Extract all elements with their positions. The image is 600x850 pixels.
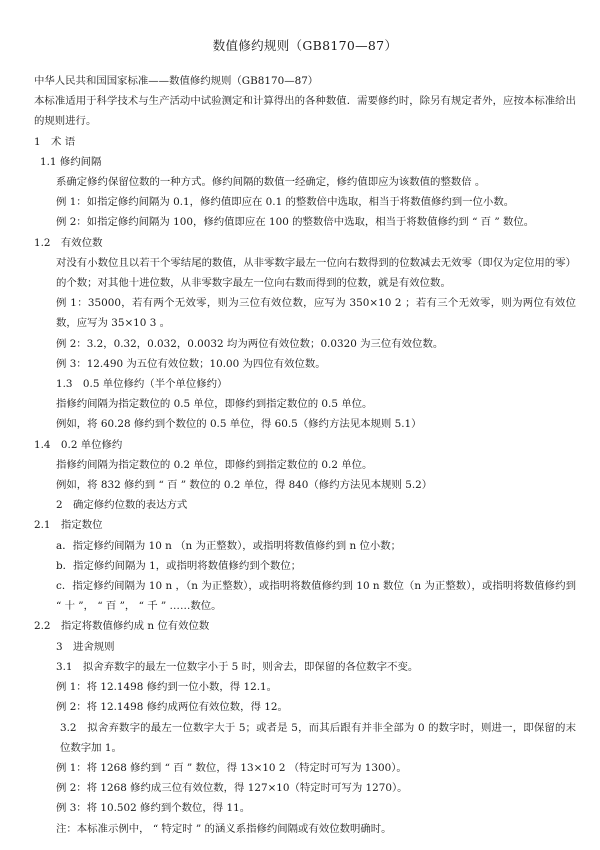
paragraph-line: 1.2 有效位数	[34, 236, 103, 249]
document-body	[34, 71, 576, 839]
paragraph-line: 2 确定修约位数的表达方式	[56, 499, 188, 512]
paragraph-line: 例如，将 832 修约到 “ 百 ” 数位的 0.2 单位，得 840（修约方法见本规则 5.2）	[56, 479, 433, 492]
paragraph-line: 例 1：35000，若有两个无效零，则为三位有效位数，应写为 350×10 2 ；若有三个无效零，则为两位有效位数，应写为 35×10 3 。	[56, 297, 576, 330]
paragraph-line: 3 进舍规则	[56, 640, 115, 653]
paragraph-line: 例 1：将 1268 修约到 “ 百 ” 数位，得 13×10 2 （特定时可写为 1300）。	[56, 761, 407, 774]
paragraph-line: 例 3：将 10.502 修约到个数位，得 11。	[56, 802, 251, 815]
paragraph-line: 例 1：将 12.1498 修约到一位小数，得 12.1。	[56, 681, 278, 694]
paragraph-line: 例 3：12.490 为五位有效位数；10.00 为四位有效位数。	[56, 357, 326, 370]
paragraph-line: 例如，将 60.28 修约到个数位的 0.5 单位，得 60.5（修约方法见本规则 5.1）	[56, 418, 422, 431]
paragraph-line: 系确定修约保留位数的一种方式。修约间隔的数值一经确定，修约值即应为该数值的整数倍 。	[56, 176, 486, 189]
paragraph-line: b．指定修约间隔为 1，或指明将数值修约到个数位；	[56, 559, 302, 572]
paragraph-line: 例 2：3.2，0.32，0.032，0.0032 均为两位有效位数；0.0320 为三位有效位数。	[56, 337, 444, 350]
paragraph-line: 1.1 修约间隔	[40, 155, 102, 168]
paragraph-line: 1 术 语	[34, 135, 76, 148]
paragraph-line: 例 2：如指定修约间隔为 100，修约值即应在 100 的整数倍中选取，相当于将数值修约到 “ 百 ” 数位。	[56, 216, 535, 229]
paragraph-line: 例 2：将 12.1498 修约成两位有效位数，得 12。	[56, 701, 288, 714]
paragraph-line: 1.3 0.5 单位修约（半个单位修约）	[56, 378, 228, 391]
paragraph-line: a．指定修约间隔为 10 n （n 为正整数），或指明将数值修约到 n 位小数；	[56, 539, 402, 552]
paragraph-line: 例 2：将 1268 修约成三位有效位数，得 127×10（特定时可写为 1270）。	[56, 782, 408, 795]
document-title: 数值修约规则（GB8170—87）	[212, 38, 398, 53]
paragraph-line: 指修约间隔为指定数位的 0.5 单位，即修约到指定数位的 0.5 单位。	[56, 398, 373, 411]
paragraph-line: c．指定修约间隔为 10 n ，（n 为正整数），或指明将数值修约到 10 n 数位（n 为正整数），或指明将数值修约到 “ 十 ”， “ 百 ”， “ 千 ” ……数位。	[56, 580, 576, 613]
paragraph-line: 1.4 0.2 单位修约	[34, 438, 123, 451]
paragraph-line: 中华人民共和国国家标准——数值修约规则（GB8170—87）	[34, 75, 319, 87]
paragraph-line: 2.2 指定将数值修约成 n 位有效位数	[34, 620, 210, 633]
paragraph-line: 对没有小数位且以若干个零结尾的数值，从非零数字最左一位向右数得到的位数减去无效零（即仅为定位用的零）的个数；对其他十进位数，从非零数字最左一位向右数而得到的位数，就是有效位数。	[56, 256, 576, 290]
paragraph-line: 3.1 拟舍弃数字的最左一位数字小于 5 时，则舍去，即保留的各位数字不变。	[56, 660, 419, 673]
paragraph-line: 2.1 指定数位	[34, 519, 103, 532]
paragraph-line: 例 1：如指定修约间隔为 0.1，修约值即应在 0.1 的整数倍中选取，相当于将数值修约到一位小数。	[56, 196, 515, 209]
paragraph-line: 3.2 拟舍弃数字的最左一位数字大于 5；或者是 5，而其后跟有并非全部为 0 的数字时，则进一，即保留的末位数字加 1。	[60, 721, 576, 754]
paragraph-line: 本标准适用于科学技术与生产活动中试验测定和计算得出的各种数值．需要修约时，除另有规定者外，应按本标准给出的规则进行。	[34, 95, 576, 128]
paragraph-line: 指修约间隔为指定数位的 0.2 单位，即修约到指定数位的 0.2 单位。	[56, 458, 373, 471]
paragraph-line: 注：本标准示例中， “ 特定时 ” 的涵义系指修约间隔或有效位数明确时。	[56, 822, 392, 835]
